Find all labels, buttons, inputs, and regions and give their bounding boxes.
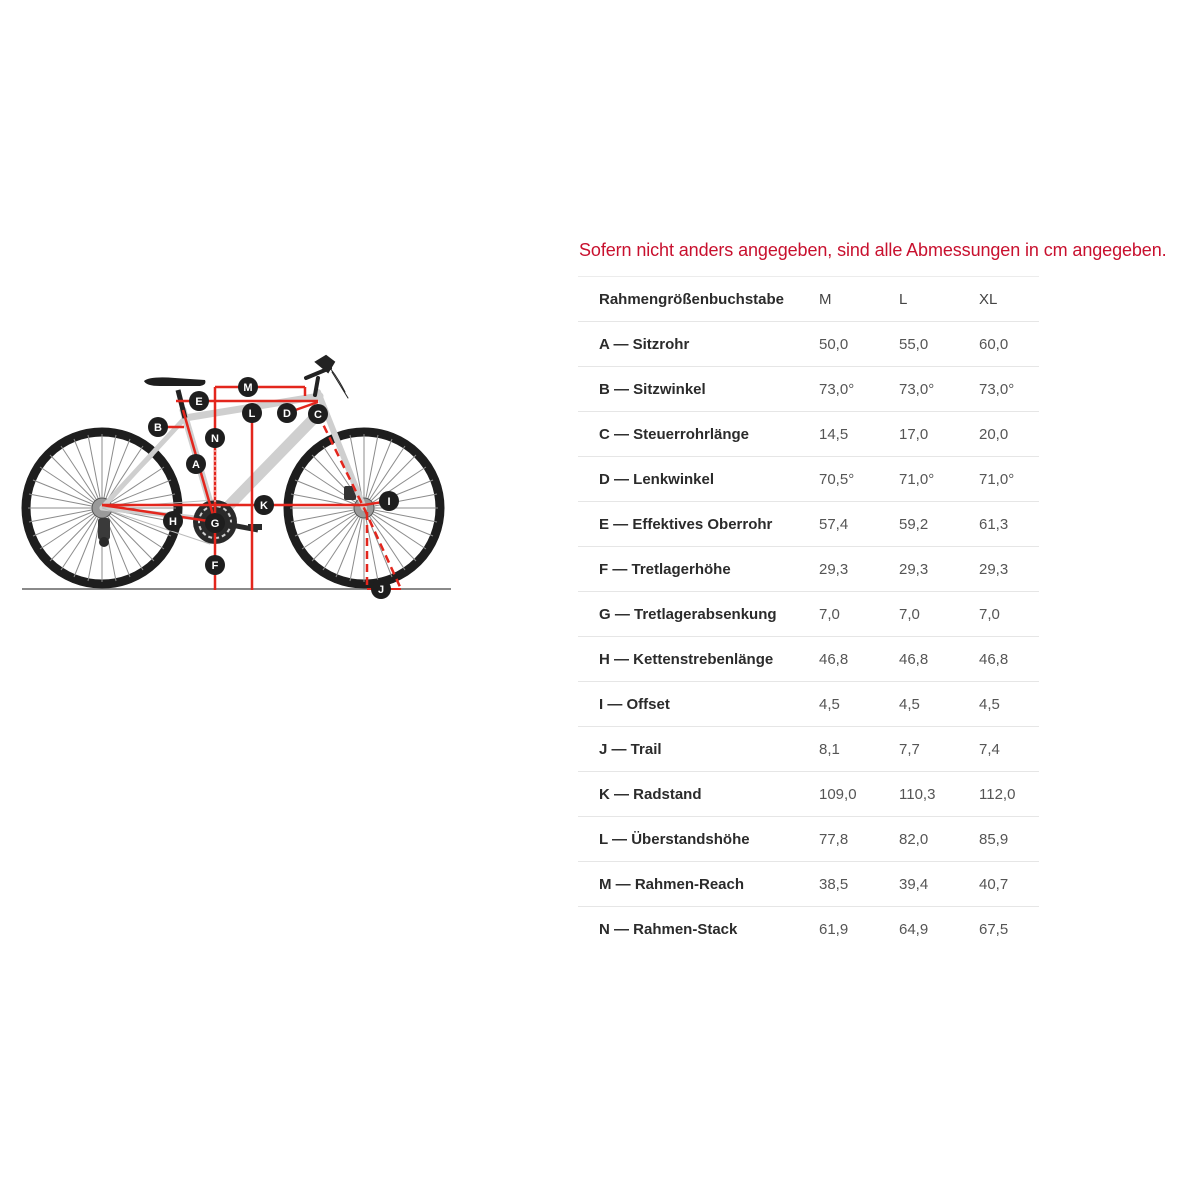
value-m: 29,3 (819, 547, 899, 592)
svg-text:G: G (210, 518, 220, 530)
value-l: 64,9 (899, 907, 979, 952)
value-m: 109,0 (819, 772, 899, 817)
svg-text:E: E (195, 396, 203, 408)
label-h-badge (163, 511, 183, 531)
value-l: 7,0 (899, 592, 979, 637)
value-m: 14,5 (819, 412, 899, 457)
value-l: 29,3 (899, 547, 979, 592)
value-l: 73,0° (899, 367, 979, 412)
row-label: I — Offset (578, 682, 819, 727)
value-xl: 67,5 (979, 907, 1039, 952)
label-b-badge (148, 417, 168, 437)
value-xl: 40,7 (979, 862, 1039, 907)
value-xl: 60,0 (979, 322, 1039, 367)
value-xl: 46,8 (979, 637, 1039, 682)
label-f-badge (205, 555, 225, 575)
value-l: 55,0 (899, 322, 979, 367)
table-row (578, 502, 1039, 547)
value-xl: 29,3 (979, 547, 1039, 592)
row-label: K — Radstand (578, 772, 819, 817)
header-label: Rahmengrößenbuchstabe (578, 277, 819, 322)
value-m: 46,8 (819, 637, 899, 682)
value-m: 38,5 (819, 862, 899, 907)
value-l: 39,4 (899, 862, 979, 907)
table-row (578, 637, 1039, 682)
label-c-badge (308, 404, 328, 424)
svg-text:M: M (243, 382, 253, 394)
label-k-badge (254, 495, 274, 515)
table-row (578, 592, 1039, 637)
row-label: H — Kettenstrebenlänge (578, 637, 819, 682)
table-row (578, 322, 1039, 367)
label-n-badge (205, 428, 225, 448)
table-row (578, 727, 1039, 772)
value-l: 82,0 (899, 817, 979, 862)
svg-text:D: D (283, 408, 291, 420)
table-row (578, 907, 1039, 952)
svg-text:H: H (169, 516, 177, 528)
value-m: 61,9 (819, 907, 899, 952)
label-d-badge (277, 403, 297, 423)
svg-text:K: K (260, 500, 268, 512)
value-l: 46,8 (899, 637, 979, 682)
row-label: E — Effektives Oberrohr (578, 502, 819, 547)
row-label: C — Steuerrohrlänge (578, 412, 819, 457)
table-row (578, 457, 1039, 502)
value-xl: 112,0 (979, 772, 1039, 817)
table-row (578, 367, 1039, 412)
value-xl: 7,0 (979, 592, 1039, 637)
label-j-badge (371, 579, 391, 599)
row-label: B — Sitzwinkel (578, 367, 819, 412)
row-label: D — Lenkwinkel (578, 457, 819, 502)
label-e-badge (189, 391, 209, 411)
value-l: 17,0 (899, 412, 979, 457)
table-row (578, 682, 1039, 727)
table-row (578, 547, 1039, 592)
bike-geometry-diagram (0, 330, 470, 610)
units-note: Sofern nicht anders angegeben, sind alle Abmessungen in cm angegeben. (579, 240, 1167, 260)
row-label: L — Überstandshöhe (578, 817, 819, 862)
value-m: 77,8 (819, 817, 899, 862)
svg-text:F: F (211, 560, 219, 572)
svg-text:L: L (248, 408, 256, 420)
label-l-badge (242, 403, 262, 423)
size-xl-header: XL (979, 277, 1039, 322)
value-l: 71,0° (899, 457, 979, 502)
value-xl: 4,5 (979, 682, 1039, 727)
value-l: 7,7 (899, 727, 979, 772)
value-xl: 71,0° (979, 457, 1039, 502)
row-label: N — Rahmen-Stack (578, 907, 819, 952)
size-l-header: L (899, 277, 979, 322)
value-m: 70,5° (819, 457, 899, 502)
table-header-row (578, 277, 1039, 322)
svg-text:A: A (192, 459, 200, 471)
row-label: G — Tretlagerabsenkung (578, 592, 819, 637)
label-i-badge (379, 491, 399, 511)
row-label: M — Rahmen-Reach (578, 862, 819, 907)
value-m: 4,5 (819, 682, 899, 727)
row-label: J — Trail (578, 727, 819, 772)
svg-text:I: I (387, 496, 391, 508)
value-xl: 20,0 (979, 412, 1039, 457)
svg-text:J: J (377, 584, 385, 596)
svg-text:N: N (211, 433, 219, 445)
value-m: 50,0 (819, 322, 899, 367)
value-m: 57,4 (819, 502, 899, 547)
value-m: 73,0° (819, 367, 899, 412)
value-l: 110,3 (899, 772, 979, 817)
table-row (578, 412, 1039, 457)
label-m-badge (238, 377, 258, 397)
svg-text:B: B (154, 422, 162, 434)
geometry-table (578, 276, 1039, 951)
value-xl: 61,3 (979, 502, 1039, 547)
value-xl: 73,0° (979, 367, 1039, 412)
table-row (578, 772, 1039, 817)
row-label: F — Tretlagerhöhe (578, 547, 819, 592)
row-label: A — Sitzrohr (578, 322, 819, 367)
value-m: 7,0 (819, 592, 899, 637)
size-m-header: M (819, 277, 899, 322)
table-row (578, 862, 1039, 907)
label-g-badge (205, 513, 225, 533)
handlebar-icon (306, 356, 348, 398)
value-m: 8,1 (819, 727, 899, 772)
value-l: 59,2 (899, 502, 979, 547)
value-xl: 85,9 (979, 817, 1039, 862)
label-a-badge (186, 454, 206, 474)
value-xl: 7,4 (979, 727, 1039, 772)
svg-text:C: C (314, 409, 322, 421)
value-l: 4,5 (899, 682, 979, 727)
table-row (578, 817, 1039, 862)
